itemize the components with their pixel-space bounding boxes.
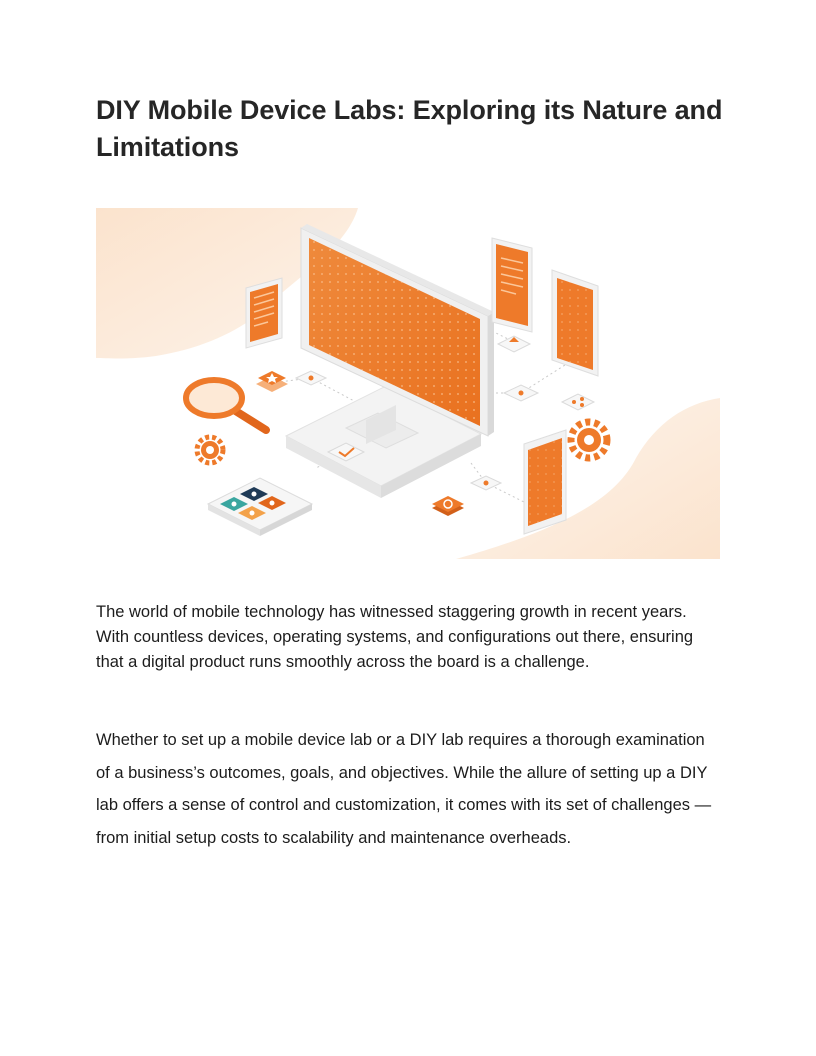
page-title: DIY Mobile Device Labs: Exploring its Nature and Limitations — [96, 95, 723, 162]
gear-icon — [197, 437, 223, 463]
star-icon — [256, 371, 288, 392]
magnifier-icon — [186, 380, 266, 430]
at-sign-icon — [432, 496, 464, 516]
body-paragraph: Whether to set up a mobile device lab or a DIY lab requires a thorough examination of a business’s outcomes, goals, and objectives. While the allure of setting up a DIY lab offers a sense of control and customization, it comes with its set of challenges — from initial setup costs to scalability and maintenance overheads. — [96, 731, 712, 847]
smartphone-icon — [552, 270, 598, 376]
smartphone-icon — [246, 278, 282, 348]
connector-node — [296, 371, 326, 385]
app-grid-icon — [208, 478, 312, 536]
intro-paragraph: The world of mobile technology has witnessed staggering growth in recent years. With countless devices, operating systems, and configurations out there, ensuring that a digital product runs smoothly across the board is a challenge. — [96, 603, 694, 671]
hero-illustration — [96, 208, 720, 559]
connector-node — [504, 385, 538, 401]
smartphone-icon — [524, 430, 566, 534]
share-icon — [562, 394, 594, 410]
hero-illustration-svg — [96, 208, 720, 559]
tablet-icon — [492, 238, 532, 332]
gear-icon — [571, 422, 607, 458]
play-icon — [498, 336, 530, 352]
